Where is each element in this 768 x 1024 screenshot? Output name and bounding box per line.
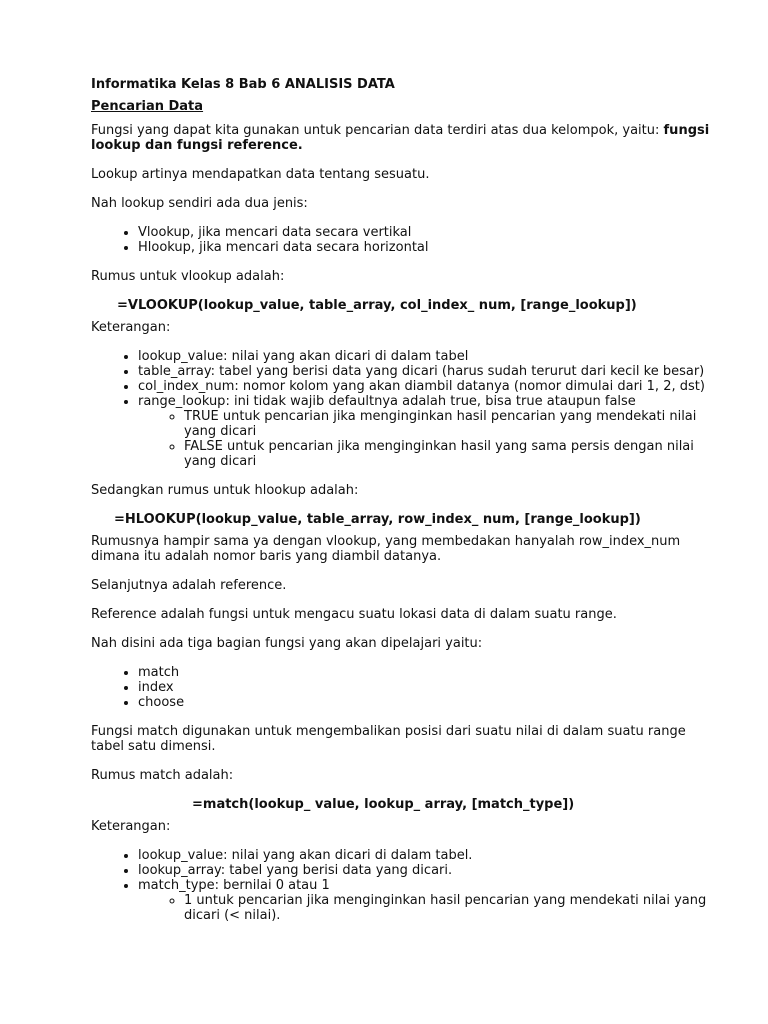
match-definition: Fungsi match digunakan untuk mengembalikan posisi dari suatu nilai di dalam suatu range tabel satu dimensi. bbox=[91, 724, 686, 754]
reference-parts-list bbox=[91, 665, 716, 710]
reference-next: Selanjutnya adalah reference. bbox=[91, 578, 287, 593]
list-item: • match bbox=[138, 665, 716, 680]
lookup-types-intro: Nah lookup sendiri ada dua jenis: bbox=[91, 196, 308, 211]
vlookup-formula: =VLOOKUP(lookup_value, table_array, col_index_ num, [range_lookup]) bbox=[117, 298, 637, 313]
intro-text: Fungsi yang dapat kita gunakan untuk pencarian data terdiri atas dua kelompok, yaitu: bbox=[91, 123, 664, 138]
document-title: Informatika Kelas 8 Bab 6 ANALISIS DATA bbox=[91, 77, 395, 92]
hlookup-note: Rumusnya hampir sama ya dengan vlookup, yang membedakan hanyalah row_index_num dimana itu adalah nomor baris yang diambil datanya. bbox=[91, 534, 681, 564]
intro-paragraph bbox=[91, 123, 716, 153]
reference-parts-intro: Nah disini ada tiga bagian fungsi yang akan dipelajari yaitu: bbox=[91, 636, 483, 651]
list-item: • table_array: tabel yang berisi data yang dicari (harus sudah terurut dari kecil ke besar) bbox=[138, 364, 716, 379]
keterangan-label: Keterangan: bbox=[91, 320, 171, 335]
hlookup-intro: Sedangkan rumus untuk hlookup adalah: bbox=[91, 483, 359, 498]
hlookup-formula: =HLOOKUP(lookup_value, table_array, row_index_ num, [range_lookup]) bbox=[114, 512, 641, 527]
list-item: • choose bbox=[138, 695, 716, 710]
list-item: • Vlookup, jika mencari data secara vertikal bbox=[138, 225, 716, 240]
range-lookup-options-list bbox=[138, 409, 716, 469]
match-params-list bbox=[91, 848, 716, 923]
list-item: • lookup_array: tabel yang berisi data yang dicari. bbox=[138, 863, 716, 878]
intro-bold-text: fungsi lookup dan fungsi reference. bbox=[91, 123, 710, 153]
sub-list-item: ◦ 1 untuk pencarian jika menginginkan hasil pencarian yang mendekati nilai yang dicari (< nilai). bbox=[184, 893, 716, 923]
lookup-definition: Lookup artinya mendapatkan data tentang sesuatu. bbox=[91, 167, 430, 182]
list-item-text: match_type: bernilai 0 atau 1 bbox=[138, 878, 330, 893]
vlookup-params-list bbox=[91, 349, 716, 469]
list-item-text: range_lookup: ini tidak wajib defaultnya adalah true, bisa true ataupun false bbox=[138, 394, 636, 409]
list-item: • index bbox=[138, 680, 716, 695]
match-type-options-list bbox=[138, 893, 716, 923]
match-formula: =match(lookup_ value, lookup_ array, [match_type]) bbox=[192, 797, 575, 812]
list-item bbox=[138, 878, 716, 923]
section-title: Pencarian Data bbox=[91, 99, 204, 114]
list-item: • col_index_num: nomor kolom yang akan diambil datanya (nomor dimulai dari 1, 2, dst) bbox=[138, 379, 716, 394]
list-item: • Hlookup, jika mencari data secara horizontal bbox=[138, 240, 716, 255]
lookup-types-list bbox=[91, 225, 716, 255]
reference-definition: Reference adalah fungsi untuk mengacu suatu lokasi data di dalam suatu range. bbox=[91, 607, 617, 622]
sub-list-item: ◦ FALSE untuk pencarian jika menginginkan hasil yang sama persis dengan nilai yang dicari bbox=[184, 439, 716, 469]
list-item bbox=[138, 394, 716, 469]
vlookup-intro: Rumus untuk vlookup adalah: bbox=[91, 269, 285, 284]
sub-list-item: ◦ TRUE untuk pencarian jika menginginkan hasil pencarian yang mendekati nilai yang dicari bbox=[184, 409, 716, 439]
list-item: • lookup_value: nilai yang akan dicari di dalam tabel. bbox=[138, 848, 716, 863]
document-body bbox=[91, 77, 716, 937]
list-item: • lookup_value: nilai yang akan dicari di dalam tabel bbox=[138, 349, 716, 364]
match-intro: Rumus match adalah: bbox=[91, 768, 234, 783]
keterangan-label: Keterangan: bbox=[91, 819, 171, 834]
